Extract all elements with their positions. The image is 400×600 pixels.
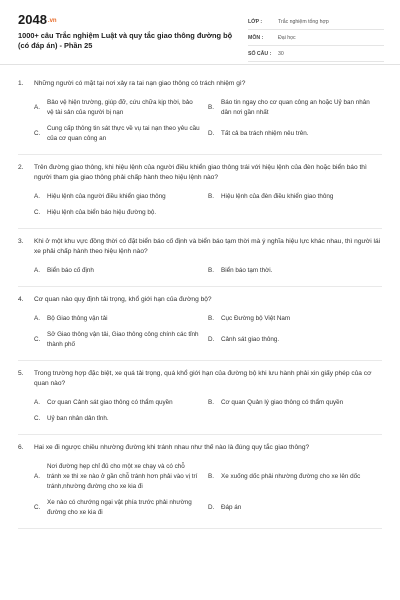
option-text: Sở Giao thông vận tải, Giao thông công chính các tỉnh thành phố [47, 331, 199, 348]
question-text [18, 295, 382, 305]
answer-option[interactable] [34, 121, 208, 147]
answer-option[interactable] [34, 205, 382, 221]
question-item [18, 71, 382, 155]
option-text: Cảnh sát giao thông. [221, 336, 280, 343]
option-text: Bảo vệ hiện trường, giúp đỡ, cứu chữa kịp thời, bảo vệ tài sản của người bị nạn [47, 99, 193, 116]
option-text: Cơ quan Quản lý giao thông có thẩm quyền [221, 399, 344, 406]
question-text [18, 369, 382, 389]
option-letter: C. [34, 504, 41, 511]
answer-option[interactable] [34, 495, 208, 521]
answer-option[interactable] [34, 263, 208, 279]
answer-option[interactable] [208, 327, 382, 353]
answer-option[interactable] [208, 311, 382, 327]
meta-key: MÔN : [248, 34, 264, 41]
answer-option[interactable] [208, 121, 382, 147]
option-letter: B. [208, 315, 214, 322]
meta-key: LỚP : [248, 18, 263, 25]
question-item [18, 155, 382, 229]
answer-option[interactable] [208, 395, 382, 411]
option-letter: A. [34, 267, 40, 274]
meta-value: 30 [278, 50, 284, 57]
option-letter: D. [208, 130, 215, 137]
answer-option[interactable] [208, 189, 382, 205]
logo-text: 2048 [18, 12, 47, 27]
option-text: Bộ Giao thông vận tải [47, 315, 108, 322]
option-text: Xe nào có chướng ngại vật phía trước phải nhường đường cho xe kia đi [47, 499, 192, 516]
option-letter: A. [34, 399, 40, 406]
option-text: Xe xuống dốc phải nhường đường cho xe lên dốc [221, 473, 361, 480]
option-text: Uỷ ban nhân dân tỉnh. [47, 415, 109, 422]
question-number: 1. [18, 80, 24, 87]
answer-option[interactable] [208, 95, 382, 121]
question-body: Trên đường giao thông, khi hiệu lệnh của người điều khiển giao thông trái với hiệu lệnh của đèn hoặc biển báo thì người tham gia giao thông phải chấp hành theo hiệu lệnh nào? [34, 164, 367, 181]
option-text: Hiệu lệnh của người điều khiển giao thông [47, 193, 166, 200]
option-letter: B. [208, 399, 214, 406]
meta-row-subject [248, 30, 384, 46]
answer-options [18, 263, 382, 279]
answer-option[interactable] [34, 327, 208, 353]
option-letter: B. [208, 104, 214, 111]
option-text: Cơ quan Cảnh sát giao thông có thẩm quyền [47, 399, 173, 406]
option-letter: C. [34, 130, 41, 137]
answer-option[interactable] [208, 495, 382, 521]
site-logo[interactable] [18, 12, 57, 27]
document-header [0, 0, 400, 65]
option-text: Cung cấp thông tin sát thực về vụ tai nạn theo yêu cầu của cơ quan công an [47, 125, 200, 142]
question-number: 3. [18, 238, 24, 245]
meta-value: Trắc nghiệm tổng hợp [278, 18, 329, 25]
question-text [18, 79, 382, 89]
answer-option[interactable] [34, 311, 208, 327]
document-meta [248, 14, 384, 62]
answer-options [18, 459, 382, 521]
answer-options [18, 311, 382, 353]
answer-option[interactable] [34, 95, 208, 121]
question-item [18, 229, 382, 287]
option-letter: C. [34, 209, 41, 216]
meta-row-class [248, 14, 384, 30]
option-text: Báo tin ngay cho cơ quan công an hoặc Uỷ ban nhân dân nơi gần nhất [221, 99, 370, 116]
question-body: Cơ quan nào quy định tải trọng, khổ giới hạn của đường bộ? [34, 296, 212, 303]
option-text: Cục Đường bộ Việt Nam [221, 315, 291, 322]
document-title: 1000+ câu Trắc nghiệm Luật và quy tắc giao thông đường bộ (có đáp án) - Phần 25 [18, 31, 233, 50]
question-body: Khi ở một khu vực đồng thời có đặt biển báo cố định và biển báo tạm thời mà ý nghĩa hiệu lực khác nhau, thì người lái xe phải chấp hành theo hiệu lệnh nào? [34, 238, 381, 255]
option-letter: A. [34, 104, 40, 111]
answer-option[interactable] [208, 263, 382, 279]
question-text [18, 163, 382, 183]
option-text: Đáp án [221, 504, 242, 511]
question-item [18, 287, 382, 361]
answer-option[interactable] [34, 189, 208, 205]
option-text: Hiệu lệnh của biển báo hiệu đường bộ. [47, 209, 157, 216]
question-body: Trong trường hợp đặc biệt, xe quá tải trọng, quá khổ giới hạn của đường bộ khi lưu hành phải xin giấy phép của cơ quan nào? [34, 370, 372, 387]
option-text: Biển báo tạm thời. [221, 267, 273, 274]
answer-option[interactable] [208, 459, 382, 495]
option-letter: C. [34, 415, 41, 422]
answer-options [18, 95, 382, 147]
question-number: 2. [18, 164, 24, 171]
answer-option[interactable] [34, 459, 208, 495]
meta-value: Đại học [278, 34, 296, 41]
answer-options [18, 189, 382, 221]
option-text: Nơi đường hẹp chỉ đủ cho một xe chạy và có chỗ tránh xe thì xe nào ở gần chỗ tránh hơn phải vào vị trí tránh,nhường đường cho xe kia đi [47, 463, 198, 490]
option-letter: D. [208, 336, 215, 343]
meta-row-count [248, 46, 384, 62]
option-text: Tất cả ba trách nhiệm nêu trên. [221, 130, 309, 137]
question-list [0, 65, 400, 529]
question-number: 6. [18, 444, 24, 451]
option-letter: B. [208, 267, 214, 274]
option-text: Biển báo cố định [47, 267, 94, 274]
option-text: Hiệu lệnh của đèn điều khiển giao thông [221, 193, 334, 200]
question-body: Những người có mặt tại nơi xảy ra tai nạn giao thông có trách nhiệm gì? [34, 80, 246, 87]
question-item [18, 435, 382, 529]
question-text [18, 443, 382, 453]
question-body: Hai xe đi ngược chiều nhường đường khi tránh nhau như thế nào là đúng quy tắc giao thông? [34, 444, 310, 451]
option-letter: C. [34, 336, 41, 343]
option-letter: A. [34, 193, 40, 200]
option-letter: A. [34, 473, 40, 480]
answer-options [18, 395, 382, 427]
option-letter: A. [34, 315, 40, 322]
option-letter: D. [208, 504, 215, 511]
logo-suffix: .vn [47, 17, 57, 24]
question-number: 4. [18, 296, 24, 303]
option-letter: B. [208, 473, 214, 480]
option-letter: B. [208, 193, 214, 200]
answer-option[interactable] [34, 411, 382, 427]
question-number: 5. [18, 370, 24, 377]
meta-key: SỐ CÂU : [248, 50, 272, 57]
question-item [18, 361, 382, 435]
question-text [18, 237, 382, 257]
answer-option[interactable] [34, 395, 208, 411]
